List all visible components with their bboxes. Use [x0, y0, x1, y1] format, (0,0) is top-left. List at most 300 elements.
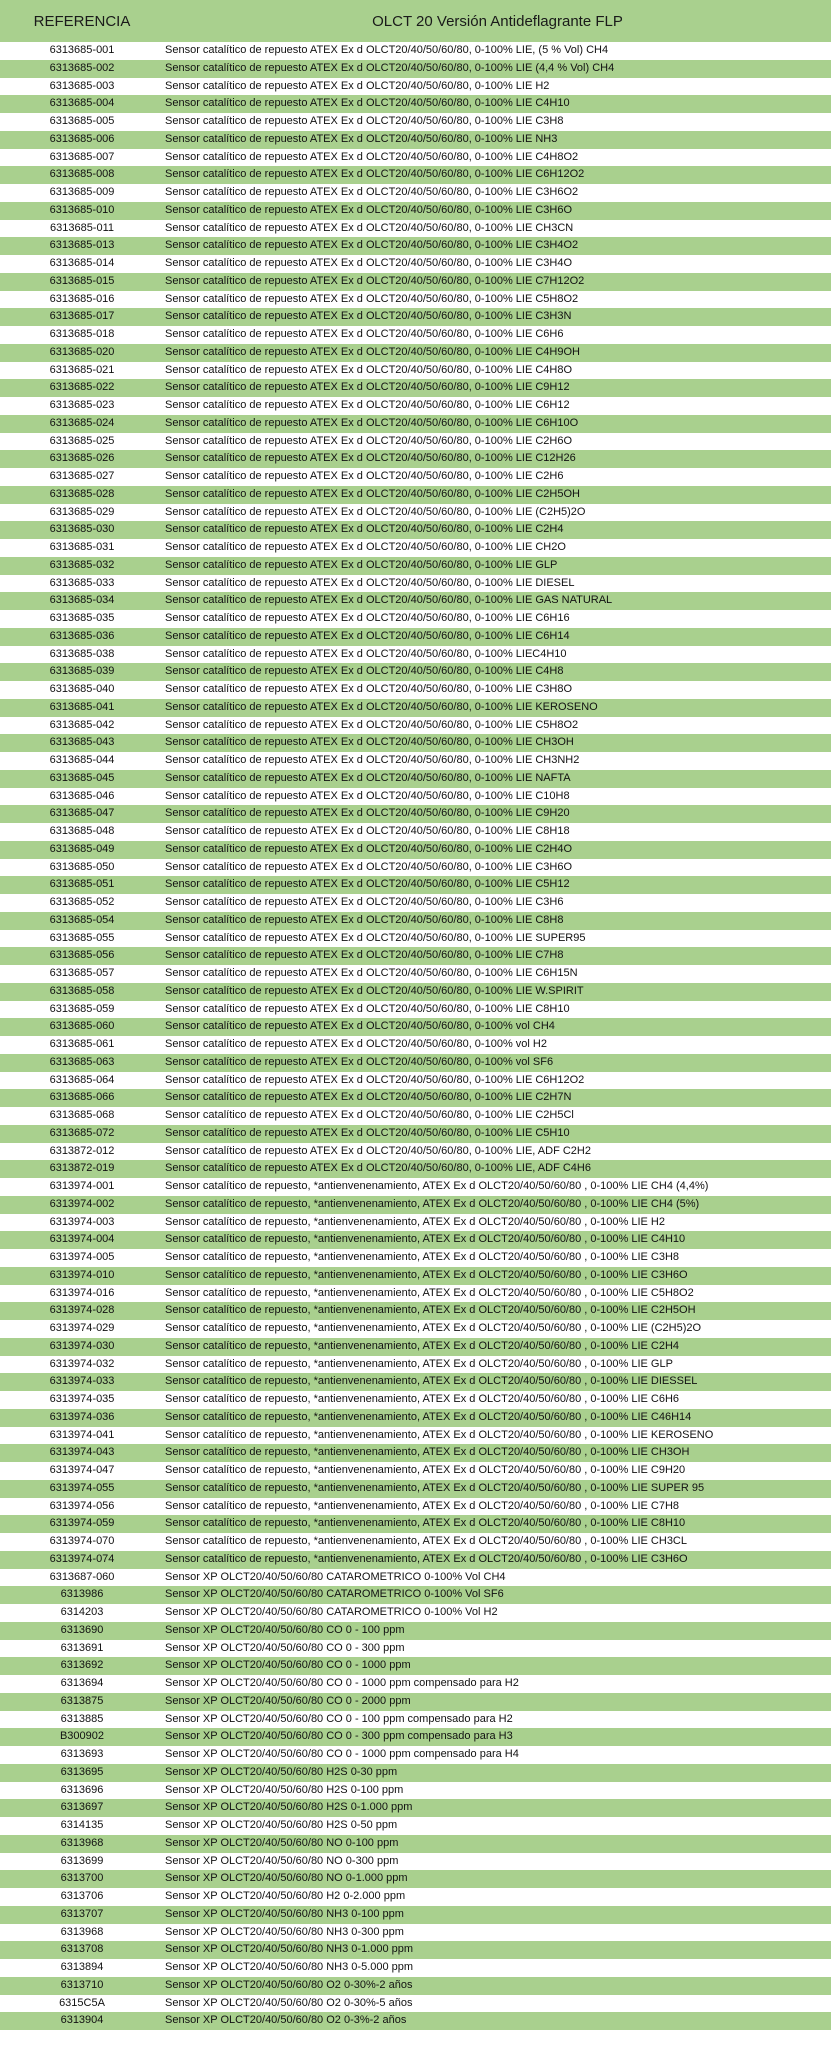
reference-cell: 6313974-016: [49, 1286, 115, 1299]
reference-cell: 6313685-034: [49, 594, 115, 607]
table-row: [0, 1728, 831, 1746]
reference-cell: 6313685-013: [49, 239, 115, 252]
table-row: [0, 1746, 831, 1764]
table-row: [0, 1586, 831, 1604]
table-row: [0, 1231, 831, 1249]
reference-cell: 6313685-028: [49, 487, 115, 500]
description-cell: Sensor catalítico de repuesto ATEX Ex d OLCT20/40/50/60/80, 0-100% LIE C8H8: [165, 913, 564, 926]
table-row: [0, 273, 831, 291]
table-row: [0, 166, 831, 184]
table-row: [0, 1249, 831, 1267]
reference-cell: 6313872-019: [49, 1162, 115, 1175]
description-cell: Sensor catalítico de repuesto, *antienvenenamiento, ATEX Ex d OLCT20/40/50/60/80 , 0-100% LIE (C2H5)2O: [165, 1322, 702, 1334]
reference-cell: 6313685-008: [49, 168, 115, 181]
table-row: [0, 859, 831, 877]
description-cell: Sensor catalítico de repuesto, *antienvenenamiento, ATEX Ex d OLCT20/40/50/60/80 , 0-100% LIE CH3CL: [165, 1535, 687, 1547]
reference-cell: 6313685-007: [49, 150, 115, 163]
description-cell: Sensor catalítico de repuesto ATEX Ex d OLCT20/40/50/60/80, 0-100% vol H2: [165, 1038, 547, 1050]
table-row: [0, 1799, 831, 1817]
reference-cell: 6313904: [60, 2014, 104, 2027]
reference-cell: B300902: [59, 1730, 105, 1743]
description-cell: Sensor XP OLCT20/40/50/60/80 O2 0-30%-5 años: [165, 1996, 413, 2009]
description-cell: Sensor XP OLCT20/40/50/60/80 CO 0 - 300 ppm compensado para H3: [165, 1730, 513, 1743]
table-row: [0, 646, 831, 664]
table-row: [0, 1533, 831, 1551]
reference-cell: 6313685-052: [49, 896, 115, 908]
table-row: [0, 397, 831, 415]
table-row: [0, 95, 831, 113]
description-cell: Sensor catalítico de repuesto ATEX Ex d OLCT20/40/50/60/80, 0-100% LIE DIESEL: [165, 576, 575, 589]
reference-cell: 6313685-050: [49, 860, 115, 873]
description-cell: Sensor catalítico de repuesto ATEX Ex d OLCT20/40/50/60/80, 0-100% LIE C3H6O: [165, 203, 573, 216]
reference-cell: 6313986: [60, 1588, 104, 1601]
description-cell: Sensor XP OLCT20/40/50/60/80 H2 0-2.000 ppm: [165, 1890, 406, 1902]
reference-cell: 6313693: [60, 1748, 104, 1760]
table-row: [0, 1569, 831, 1587]
reference-cell: 6313685-005: [49, 115, 115, 127]
table-row: [0, 1001, 831, 1019]
description-cell: Sensor catalítico de repuesto, *antienvenenamiento, ATEX Ex d OLCT20/40/50/60/80 , 0-100% LIE DIESSEL: [165, 1375, 698, 1388]
description-cell: Sensor catalítico de repuesto ATEX Ex d OLCT20/40/50/60/80, 0-100% LIE C9H12: [165, 381, 570, 394]
table-row: [0, 1515, 831, 1533]
reference-cell: 6313974-028: [49, 1304, 115, 1317]
description-cell: Sensor catalítico de repuesto ATEX Ex d OLCT20/40/50/60/80, 0-100% LIE C3H4O: [165, 257, 573, 269]
table-row: [0, 1391, 831, 1409]
table-row: [0, 1462, 831, 1480]
table-row: [0, 1782, 831, 1800]
table-row: [0, 717, 831, 735]
reference-cell: 6313708: [60, 1943, 104, 1956]
table-row: [0, 1480, 831, 1498]
description-cell: Sensor catalítico de repuesto ATEX Ex d OLCT20/40/50/60/80, 0-100% LIE C2H5Cl: [165, 1109, 574, 1121]
table-row: [0, 1835, 831, 1853]
reference-cell: 6313685-038: [49, 647, 115, 660]
reference-cell: 6313685-025: [49, 434, 115, 447]
description-cell: Sensor catalítico de repuesto, *antienvenenamiento, ATEX Ex d OLCT20/40/50/60/80 , 0-100% LIE C3H6O: [165, 1268, 688, 1281]
reference-cell: 6313706: [60, 1890, 104, 1902]
description-cell: Sensor catalítico de repuesto ATEX Ex d OLCT20/40/50/60/80, 0-100% LIEC4H10: [165, 647, 567, 660]
description-cell: Sensor catalítico de repuesto ATEX Ex d OLCT20/40/50/60/80, 0-100% LIE C6H10O: [165, 416, 579, 429]
reference-cell: 6313685-017: [49, 310, 115, 323]
description-cell: Sensor XP OLCT20/40/50/60/80 CO 0 - 100 ppm compensado para H2: [165, 1712, 513, 1725]
description-cell: Sensor catalítico de repuesto ATEX Ex d OLCT20/40/50/60/80, 0-100% LIE C8H10: [165, 1002, 570, 1015]
description-cell: Sensor catalítico de repuesto ATEX Ex d OLCT20/40/50/60/80, 0-100% LIE C10H8: [165, 789, 570, 802]
table-row: [0, 113, 831, 131]
description-cell: Sensor catalítico de repuesto, *antienvenenamiento, ATEX Ex d OLCT20/40/50/60/80 , 0-100% LIE CH4 (5%): [165, 1197, 700, 1210]
table-row: [0, 1906, 831, 1924]
reference-cell: 6313685-036: [49, 629, 115, 642]
description-cell: Sensor catalítico de repuesto ATEX Ex d OLCT20/40/50/60/80, 0-100% LIE C4H8O2: [165, 150, 579, 163]
description-cell: Sensor catalítico de repuesto, *antienvenenamiento, ATEX Ex d OLCT20/40/50/60/80 , 0-100% LIE C2H4: [165, 1339, 680, 1352]
reference-cell: 6313685-010: [49, 203, 115, 216]
reference-cell: 6313695: [60, 1765, 104, 1778]
reference-cell: 6313685-031: [49, 541, 115, 553]
table-row: [0, 912, 831, 930]
reference-cell: 6313872-012: [49, 1144, 115, 1157]
table-row: [0, 486, 831, 504]
description-cell: Sensor XP OLCT20/40/50/60/80 NO 0-100 ppm: [165, 1836, 399, 1849]
table-row: [0, 1941, 831, 1959]
table-row: [0, 1143, 831, 1161]
table-row: [0, 930, 831, 948]
description-cell: Sensor catalítico de repuesto, *antienvenenamiento, ATEX Ex d OLCT20/40/50/60/80 , 0-100% LIE KEROSENO: [165, 1428, 714, 1441]
table-row: [0, 237, 831, 255]
description-cell: Sensor catalítico de repuesto ATEX Ex d OLCT20/40/50/60/80, 0-100% LIE CH3OH: [165, 736, 574, 749]
table-row: [0, 1640, 831, 1658]
reference-cell: 6313696: [60, 1783, 104, 1796]
description-cell: Sensor catalítico de repuesto ATEX Ex d OLCT20/40/50/60/80, 0-100% LIE C6H16: [165, 612, 570, 624]
table-row: [0, 1995, 831, 2013]
reference-cell: 6313685-015: [49, 274, 115, 287]
description-cell: Sensor catalítico de repuesto ATEX Ex d OLCT20/40/50/60/80, 0-100% LIE CH3CN: [165, 221, 574, 234]
reference-cell: 6313974-001: [49, 1180, 115, 1192]
description-cell: Sensor XP OLCT20/40/50/60/80 H2S 0-100 ppm: [165, 1783, 404, 1796]
reference-cell: 6313685-030: [49, 523, 115, 536]
table-row: [0, 42, 831, 60]
description-cell: Sensor catalítico de repuesto ATEX Ex d OLCT20/40/50/60/80, 0-100% LIE C3H8O: [165, 683, 573, 695]
description-cell: Sensor XP OLCT20/40/50/60/80 CO 0 - 300 ppm: [165, 1641, 405, 1654]
table-row: [0, 539, 831, 557]
description-cell: Sensor catalítico de repuesto ATEX Ex d OLCT20/40/50/60/80, 0-100% LIE C7H12O2: [165, 274, 585, 287]
table-row: [0, 823, 831, 841]
description-cell: Sensor XP OLCT20/40/50/60/80 NO 0-1.000 ppm: [165, 1872, 408, 1885]
description-cell: Sensor catalítico de repuesto, *antienvenenamiento, ATEX Ex d OLCT20/40/50/60/80 , 0-100% LIE C3H6O: [165, 1552, 688, 1565]
table-row: [0, 610, 831, 628]
reference-cell: 6313694: [60, 1677, 104, 1689]
reference-cell: 6313685-060: [49, 1020, 115, 1033]
table-row: [0, 557, 831, 575]
reference-cell: 6313685-055: [49, 931, 115, 944]
description-cell: Sensor catalítico de repuesto ATEX Ex d OLCT20/40/50/60/80, 0-100% LIE H2: [165, 79, 550, 92]
table-body: [0, 42, 831, 2030]
reference-cell: 6313685-042: [49, 718, 115, 731]
table-row: [0, 308, 831, 326]
table-row: [0, 628, 831, 646]
description-cell: Sensor catalítico de repuesto ATEX Ex d OLCT20/40/50/60/80, 0-100% LIE C6H14: [165, 629, 570, 642]
table-row: [0, 1302, 831, 1320]
description-cell: Sensor XP OLCT20/40/50/60/80 NH3 0-1.000 ppm: [165, 1943, 414, 1956]
table-row: [0, 1622, 831, 1640]
table-row: [0, 362, 831, 380]
table-row: [0, 184, 831, 202]
table-row: [0, 1072, 831, 1090]
reference-cell: 6313968: [60, 1836, 104, 1849]
reference-cell: 6313685-004: [49, 97, 115, 110]
reference-cell: 6313685-029: [49, 505, 115, 518]
table-row: [0, 894, 831, 912]
reference-cell: 6313685-001: [49, 44, 115, 56]
description-cell: Sensor catalítico de repuesto ATEX Ex d OLCT20/40/50/60/80, 0-100% LIE CH3NH2: [165, 754, 580, 766]
description-cell: Sensor catalítico de repuesto ATEX Ex d OLCT20/40/50/60/80, 0-100% LIE C5H10: [165, 1126, 570, 1139]
table-row: [0, 1959, 831, 1977]
description-cell: Sensor XP OLCT20/40/50/60/80 O2 0-3%-2 años: [165, 2014, 407, 2027]
reference-cell: 6313685-064: [49, 1073, 115, 1086]
description-cell: Sensor catalítico de repuesto ATEX Ex d OLCT20/40/50/60/80, 0-100% LIE C5H8O2: [165, 292, 579, 305]
description-cell: Sensor XP OLCT20/40/50/60/80 CO 0 - 1000 ppm compensado para H4: [165, 1748, 519, 1760]
table-row: [0, 663, 831, 681]
description-cell: Sensor catalítico de repuesto, *antienvenenamiento, ATEX Ex d OLCT20/40/50/60/80 , 0-100% LIE GLP: [165, 1357, 673, 1370]
table-row: [0, 1338, 831, 1356]
reference-cell: 6313974-010: [49, 1268, 115, 1281]
table-row: [0, 291, 831, 309]
description-cell: Sensor catalítico de repuesto ATEX Ex d OLCT20/40/50/60/80, 0-100% LIE C2H6O: [165, 434, 573, 447]
reference-cell: 6313692: [60, 1659, 104, 1672]
description-cell: Sensor catalítico de repuesto, *antienvenenamiento, ATEX Ex d OLCT20/40/50/60/80 , 0-100% LIE C6H6: [165, 1393, 680, 1405]
table-row: [0, 468, 831, 486]
reference-cell: 6313685-048: [49, 825, 115, 837]
table-row: [0, 379, 831, 397]
description-cell: Sensor catalítico de repuesto ATEX Ex d OLCT20/40/50/60/80, 0-100% LIE C2H4: [165, 523, 564, 536]
table-row: [0, 131, 831, 149]
reference-cell: 6313974-056: [49, 1499, 115, 1512]
reference-cell: 6313974-029: [49, 1322, 115, 1334]
description-cell: Sensor catalítico de repuesto ATEX Ex d OLCT20/40/50/60/80, 0-100% LIE SUPER95: [165, 931, 586, 944]
reference-cell: 6313685-027: [49, 470, 115, 482]
table-row: [0, 575, 831, 593]
reference-cell: 6313685-026: [49, 452, 115, 465]
description-cell: Sensor catalítico de repuesto, *antienvenenamiento, ATEX Ex d OLCT20/40/50/60/80 , 0-100% LIE CH4 (4,4%): [165, 1180, 709, 1192]
table-row: [0, 1054, 831, 1072]
reference-cell: 6313974-070: [49, 1535, 115, 1547]
table-row: [0, 1853, 831, 1871]
description-cell: Sensor XP OLCT20/40/50/60/80 NH3 0-5.000 ppm: [165, 1961, 414, 1973]
reference-cell: 6313685-035: [49, 612, 115, 624]
description-cell: Sensor XP OLCT20/40/50/60/80 CO 0 - 100 ppm: [165, 1623, 405, 1636]
description-cell: Sensor catalítico de repuesto, *antienvenenamiento, ATEX Ex d OLCT20/40/50/60/80 , 0-100% LIE CH3OH: [165, 1446, 690, 1459]
description-cell: Sensor XP OLCT20/40/50/60/80 H2S 0-30 ppm: [165, 1765, 398, 1778]
description-cell: Sensor catalítico de repuesto ATEX Ex d OLCT20/40/50/60/80, 0-100% LIE GAS NATURAL: [165, 594, 613, 607]
reference-cell: 6313685-039: [49, 665, 115, 678]
reference-cell: 6313685-063: [49, 1055, 115, 1068]
reference-cell: 6313685-043: [49, 736, 115, 749]
reference-cell: 6313685-068: [49, 1109, 115, 1121]
description-cell: Sensor catalítico de repuesto ATEX Ex d OLCT20/40/50/60/80, 0-100% LIE C4H8O: [165, 363, 573, 376]
reference-cell: 6313974-033: [49, 1375, 115, 1388]
table-row: [0, 592, 831, 610]
description-cell: Sensor catalítico de repuesto ATEX Ex d OLCT20/40/50/60/80, 0-100% LIE GLP: [165, 558, 558, 571]
table-header: [0, 0, 831, 42]
table-row: [0, 1125, 831, 1143]
table-row: [0, 1373, 831, 1391]
reference-cell: 6313685-049: [49, 842, 115, 855]
reference-cell: 6313685-040: [49, 683, 115, 695]
reference-cell: 6313685-009: [49, 186, 115, 198]
description-cell: Sensor catalítico de repuesto ATEX Ex d OLCT20/40/50/60/80, 0-100% LIE C4H10: [165, 97, 570, 110]
reference-cell: 6313685-072: [49, 1126, 115, 1139]
reference-cell: 6313685-032: [49, 558, 115, 571]
description-cell: Sensor catalítico de repuesto ATEX Ex d OLCT20/40/50/60/80, 0-100% LIE CH2O: [165, 541, 566, 553]
table-row: [0, 504, 831, 522]
reference-cell: 6313974-035: [49, 1393, 115, 1405]
reference-cell: 6313691: [60, 1641, 104, 1654]
table-row: [0, 734, 831, 752]
description-cell: Sensor catalítico de repuesto ATEX Ex d OLCT20/40/50/60/80, 0-100% LIE C7H8: [165, 949, 564, 962]
table-row: [0, 1551, 831, 1569]
description-cell: Sensor catalítico de repuesto ATEX Ex d OLCT20/40/50/60/80, 0-100% LIE NAFTA: [165, 771, 571, 784]
reference-cell: 6313685-020: [49, 345, 115, 358]
reference-cell: 6313974-004: [49, 1233, 115, 1246]
table-row: [0, 1356, 831, 1374]
reference-cell: 6313697: [60, 1801, 104, 1814]
description-cell: Sensor catalítico de repuesto ATEX Ex d OLCT20/40/50/60/80, 0-100% LIE C6H12O2: [165, 168, 585, 181]
table-row: [0, 344, 831, 362]
table-row: [0, 149, 831, 167]
description-cell: Sensor XP OLCT20/40/50/60/80 NH3 0-100 ppm: [165, 1907, 404, 1920]
description-cell: Sensor XP OLCT20/40/50/60/80 CATAROMETRICO 0-100% Vol SF6: [165, 1588, 504, 1601]
reference-cell: 6313974-047: [49, 1464, 115, 1476]
description-cell: Sensor catalítico de repuesto ATEX Ex d OLCT20/40/50/60/80, 0-100% LIE, (5 % Vol) CH4: [165, 44, 609, 56]
description-cell: Sensor catalítico de repuesto ATEX Ex d OLCT20/40/50/60/80, 0-100% LIE C8H18: [165, 825, 570, 837]
description-cell: Sensor catalítico de repuesto ATEX Ex d OLCT20/40/50/60/80, 0-100% vol CH4: [165, 1020, 555, 1033]
description-cell: Sensor catalítico de repuesto, *antienvenenamiento, ATEX Ex d OLCT20/40/50/60/80 , 0-100% LIE C8H10: [165, 1517, 686, 1530]
description-cell: Sensor catalítico de repuesto ATEX Ex d OLCT20/40/50/60/80, 0-100% LIE (4,4 % Vol) CH4: [165, 61, 615, 74]
description-cell: Sensor catalítico de repuesto ATEX Ex d OLCT20/40/50/60/80, 0-100% LIE C3H8: [165, 115, 564, 127]
reference-cell: 6313875: [60, 1694, 104, 1707]
table-row: [0, 1089, 831, 1107]
reference-cell: 6313685-047: [49, 807, 115, 820]
reference-cell: 6313974-055: [49, 1481, 115, 1494]
description-cell: Sensor catalítico de repuesto ATEX Ex d OLCT20/40/50/60/80, 0-100% LIE C3H4O2: [165, 239, 579, 252]
table-row: [0, 1285, 831, 1303]
description-cell: Sensor catalítico de repuesto ATEX Ex d OLCT20/40/50/60/80, 0-100% LIE C2H6: [165, 470, 564, 482]
table-row: [0, 1711, 831, 1729]
table-row: [0, 1693, 831, 1711]
description-cell: Sensor catalítico de repuesto, *antienvenenamiento, ATEX Ex d OLCT20/40/50/60/80 , 0-100% LIE C7H8: [165, 1499, 680, 1512]
reference-cell: 6313974-059: [49, 1517, 115, 1530]
description-cell: Sensor catalítico de repuesto ATEX Ex d OLCT20/40/50/60/80, 0-100% LIE C5H12: [165, 878, 570, 891]
table-row: [0, 60, 831, 78]
description-cell: Sensor catalítico de repuesto, *antienvenenamiento, ATEX Ex d OLCT20/40/50/60/80 , 0-100% LIE C2H5OH: [165, 1304, 696, 1317]
description-cell: Sensor catalítico de repuesto ATEX Ex d OLCT20/40/50/60/80, 0-100% LIE KEROSENO: [165, 700, 598, 713]
description-cell: Sensor catalítico de repuesto ATEX Ex d OLCT20/40/50/60/80, 0-100% vol SF6: [165, 1055, 554, 1068]
table-row: [0, 805, 831, 823]
description-cell: Sensor catalítico de repuesto ATEX Ex d OLCT20/40/50/60/80, 0-100% LIE W.SPIRIT: [165, 984, 584, 997]
table-row: [0, 1409, 831, 1427]
reference-cell: 6313685-006: [49, 132, 115, 145]
description-cell: Sensor catalítico de repuesto ATEX Ex d OLCT20/40/50/60/80, 0-100% LIE C9H20: [165, 807, 570, 820]
table-row: [0, 1657, 831, 1675]
table-row: [0, 1267, 831, 1285]
table-row: [0, 1178, 831, 1196]
reference-cell: 6313685-003: [49, 79, 115, 92]
table-row: [0, 947, 831, 965]
description-cell: Sensor catalítico de repuesto, *antienvenenamiento, ATEX Ex d OLCT20/40/50/60/80 , 0-100% LIE C9H20: [165, 1464, 686, 1476]
description-cell: Sensor catalítico de repuesto ATEX Ex d OLCT20/40/50/60/80, 0-100% LIE C4H9OH: [165, 345, 580, 358]
description-cell: Sensor XP OLCT20/40/50/60/80 CO 0 - 1000 ppm compensado para H2: [165, 1677, 519, 1689]
table-row: [0, 255, 831, 273]
table-row: [0, 788, 831, 806]
reference-cell: 6313685-046: [49, 789, 115, 802]
table-row: [0, 1604, 831, 1622]
reference-cell: 6313710: [60, 1978, 104, 1991]
table-row: [0, 1107, 831, 1125]
description-cell: Sensor catalítico de repuesto ATEX Ex d OLCT20/40/50/60/80, 0-100% LIE C6H12: [165, 399, 570, 411]
table-row: [0, 415, 831, 433]
table-row: [0, 876, 831, 894]
reference-cell: 6313974-030: [49, 1339, 115, 1352]
table-row: [0, 433, 831, 451]
table-row: [0, 326, 831, 344]
table-row: [0, 202, 831, 220]
header-description: OLCT 20 Versión Antideflagrante FLP: [372, 12, 623, 30]
reference-cell: 6314203: [60, 1606, 104, 1618]
reference-cell: 6313685-066: [49, 1091, 115, 1104]
reference-cell: 6313974-041: [49, 1428, 115, 1441]
reference-cell: 6313699: [60, 1854, 104, 1867]
reference-cell: 6313687-060: [49, 1570, 115, 1583]
reference-cell: 6313685-045: [49, 771, 115, 784]
reference-cell: 6313685-044: [49, 754, 115, 766]
reference-cell: 6313974-002: [49, 1197, 115, 1210]
table-row: [0, 1870, 831, 1888]
description-cell: Sensor XP OLCT20/40/50/60/80 CO 0 - 2000 ppm: [165, 1694, 411, 1707]
reference-cell: 6313685-041: [49, 700, 115, 713]
description-cell: Sensor XP OLCT20/40/50/60/80 CO 0 - 1000 ppm: [165, 1659, 411, 1672]
reference-cell: 6313685-022: [49, 381, 115, 394]
description-cell: Sensor catalítico de repuesto, *antienvenenamiento, ATEX Ex d OLCT20/40/50/60/80 , 0-100% LIE C3H8: [165, 1251, 680, 1263]
table-row: [0, 1160, 831, 1178]
reference-cell: 6313700: [60, 1872, 104, 1885]
table-row: [0, 1214, 831, 1232]
table-row: [0, 220, 831, 238]
reference-cell: 6313685-021: [49, 363, 115, 376]
table-row: [0, 752, 831, 770]
description-cell: Sensor catalítico de repuesto, *antienvenenamiento, ATEX Ex d OLCT20/40/50/60/80 , 0-100% LIE SUPER 95: [165, 1481, 705, 1494]
reference-cell: 6313685-018: [49, 328, 115, 340]
description-cell: Sensor catalítico de repuesto ATEX Ex d OLCT20/40/50/60/80, 0-100% LIE C2H5OH: [165, 487, 580, 500]
description-cell: Sensor catalítico de repuesto ATEX Ex d OLCT20/40/50/60/80, 0-100% LIE C3H6O: [165, 860, 573, 873]
table-row: [0, 1924, 831, 1942]
header-referencia: REFERENCIA: [33, 12, 131, 30]
table-row: [0, 1675, 831, 1693]
reference-cell: 6313974-043: [49, 1446, 115, 1459]
table-row: [0, 1320, 831, 1338]
description-cell: Sensor XP OLCT20/40/50/60/80 NO 0-300 ppm: [165, 1854, 399, 1867]
table-row: [0, 1498, 831, 1516]
table-row: [0, 1196, 831, 1214]
description-cell: Sensor catalítico de repuesto ATEX Ex d OLCT20/40/50/60/80, 0-100% LIE C6H6: [165, 328, 564, 340]
reference-cell: 6313968: [60, 1925, 104, 1938]
description-cell: Sensor catalítico de repuesto ATEX Ex d OLCT20/40/50/60/80, 0-100% LIE NH3: [165, 132, 558, 145]
description-cell: Sensor catalítico de repuesto ATEX Ex d OLCT20/40/50/60/80, 0-100% LIE C2H4O: [165, 842, 573, 855]
table-row: [0, 1764, 831, 1782]
reference-cell: 6313685-059: [49, 1002, 115, 1015]
table-row: [0, 1444, 831, 1462]
reference-cell: 6313974-005: [49, 1251, 115, 1263]
table-row: [0, 1018, 831, 1036]
reference-cell: 6313685-057: [49, 967, 115, 979]
description-cell: Sensor XP OLCT20/40/50/60/80 CATAROMETRICO 0-100% Vol CH4: [165, 1570, 506, 1583]
description-cell: Sensor catalítico de repuesto ATEX Ex d OLCT20/40/50/60/80, 0-100% LIE C3H6: [165, 896, 564, 908]
description-cell: Sensor catalítico de repuesto ATEX Ex d OLCT20/40/50/60/80, 0-100% LIE, ADF C2H2: [165, 1144, 591, 1157]
table-row: [0, 770, 831, 788]
reference-cell: 6315C5A: [59, 1996, 105, 2009]
description-cell: Sensor catalítico de repuesto ATEX Ex d OLCT20/40/50/60/80, 0-100% LIE C12H26: [165, 452, 576, 465]
table-row: [0, 1817, 831, 1835]
reference-cell: 6313885: [60, 1712, 104, 1725]
table-row: [0, 521, 831, 539]
description-cell: Sensor catalítico de repuesto, *antienvenenamiento, ATEX Ex d OLCT20/40/50/60/80 , 0-100% LIE H2: [165, 1215, 665, 1228]
description-cell: Sensor catalítico de repuesto, *antienvenenamiento, ATEX Ex d OLCT20/40/50/60/80 , 0-100% LIE C46H14: [165, 1410, 692, 1423]
description-cell: Sensor catalítico de repuesto ATEX Ex d OLCT20/40/50/60/80, 0-100% LIE C6H12O2: [165, 1073, 585, 1086]
description-cell: Sensor catalítico de repuesto, *antienvenenamiento, ATEX Ex d OLCT20/40/50/60/80 , 0-100% LIE C5H8O2: [165, 1286, 694, 1299]
table-row: [0, 681, 831, 699]
table-row: [0, 2012, 831, 2030]
table-row: [0, 699, 831, 717]
table-row: [0, 841, 831, 859]
description-cell: Sensor catalítico de repuesto ATEX Ex d OLCT20/40/50/60/80, 0-100% LIE C2H7N: [165, 1091, 572, 1104]
reference-cell: 6313685-016: [49, 292, 115, 305]
